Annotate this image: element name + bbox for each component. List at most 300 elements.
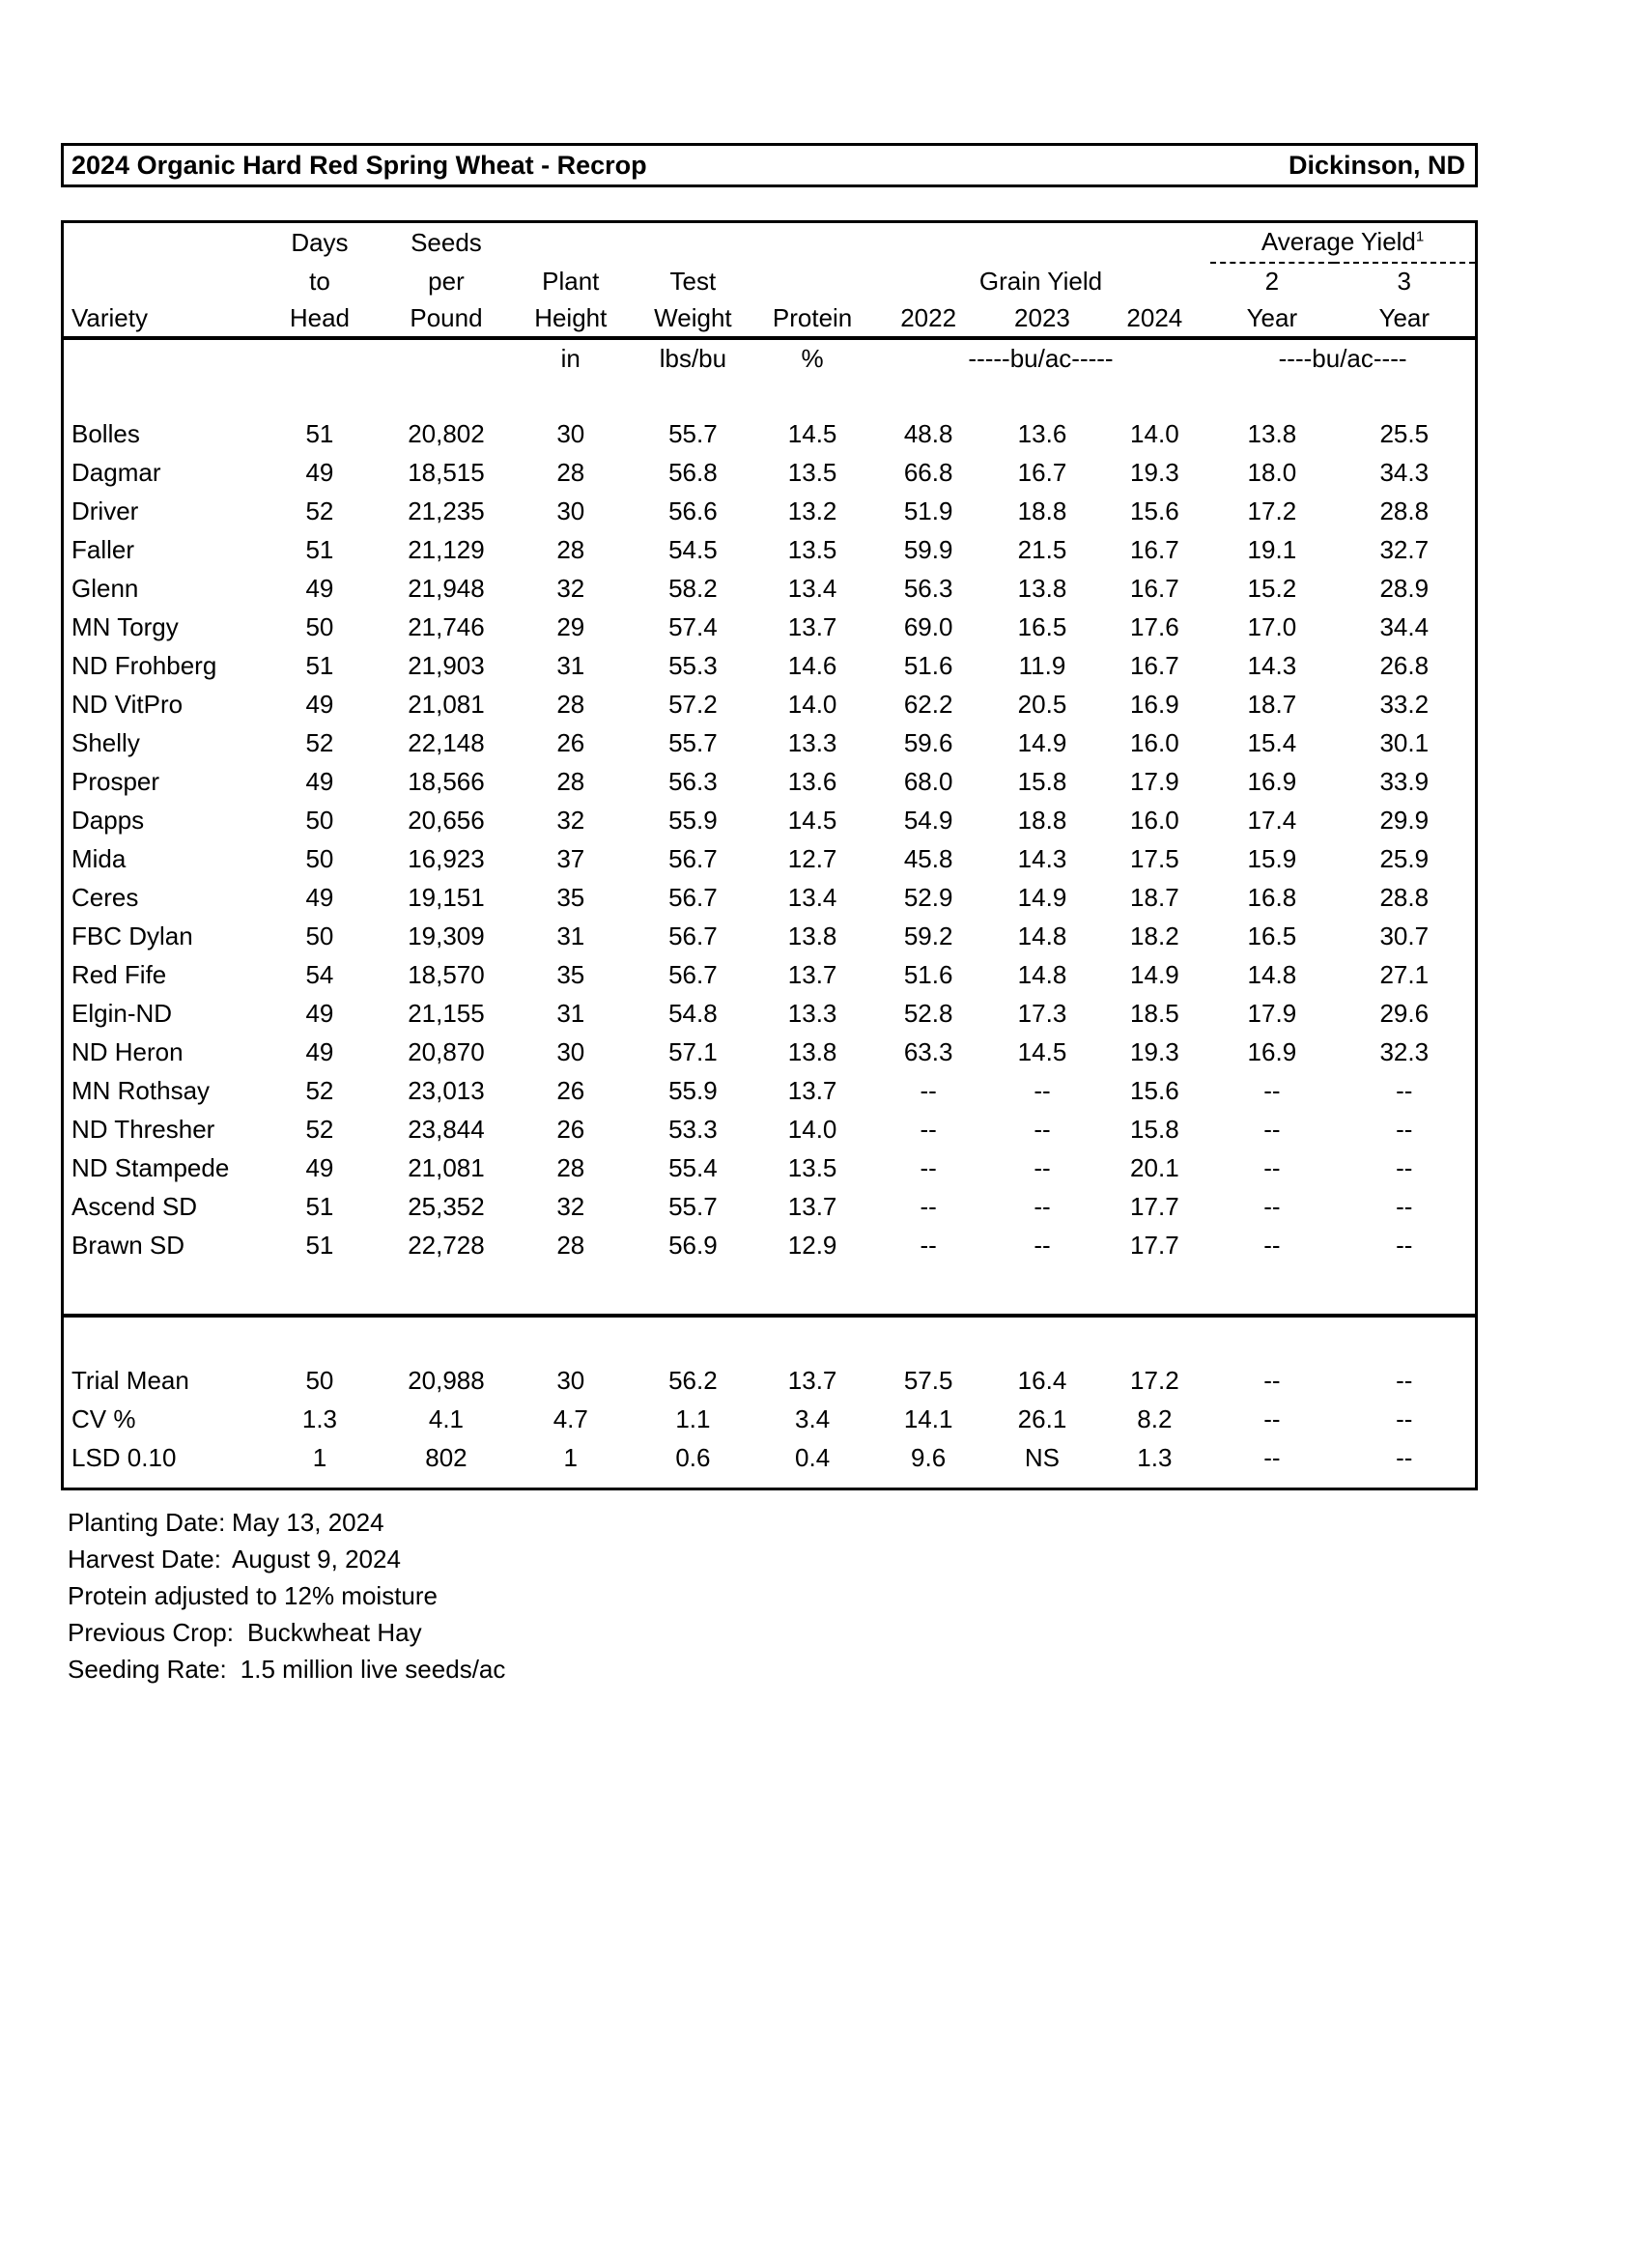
- value-cell: 45.8: [903, 844, 953, 873]
- variety-cell: Driver: [71, 496, 139, 525]
- value-cell: 28: [556, 690, 585, 719]
- value-cell: 51: [305, 1231, 334, 1260]
- value-cell: 18.8: [1017, 806, 1067, 835]
- variety-cell: Elgin-ND: [71, 999, 173, 1028]
- variety-cell: Prosper: [71, 767, 160, 796]
- table-row: [63, 995, 1477, 1034]
- value-cell: 56.7: [668, 960, 718, 989]
- value-cell: 15.6: [1130, 496, 1179, 525]
- value-cell: 13.5: [787, 1153, 837, 1182]
- value-cell: 14.3: [1017, 844, 1067, 873]
- table-row: [63, 415, 1477, 454]
- value-cell: 13.7: [787, 1076, 837, 1105]
- table-row: [63, 1111, 1477, 1149]
- value-cell: 14.5: [787, 806, 837, 835]
- footnote-marker: 1: [1415, 228, 1425, 245]
- value-cell: 49: [305, 1037, 334, 1066]
- value-cell: 49: [305, 767, 334, 796]
- variety-cell: ND Frohberg: [71, 651, 217, 680]
- average-yield-label: Average Yield: [1261, 227, 1416, 257]
- value-cell: 14.1: [903, 1404, 953, 1433]
- variety-cell: Ascend SD: [71, 1192, 198, 1221]
- unit-cell: lbs/bu: [659, 344, 727, 373]
- value-cell: 14.3: [1247, 651, 1297, 680]
- unit-cell: [256, 338, 383, 379]
- value-cell: 23,013: [408, 1076, 485, 1105]
- value-cell: 32: [556, 574, 585, 603]
- value-cell: 18.8: [1017, 496, 1067, 525]
- value-cell: 32.7: [1379, 535, 1430, 564]
- value-cell: 29.6: [1379, 999, 1430, 1028]
- value-cell: --: [1396, 1231, 1413, 1260]
- value-cell: 26: [556, 728, 585, 757]
- table-row: [63, 647, 1477, 686]
- value-cell: 49: [305, 690, 334, 719]
- value-cell: 17.7: [1130, 1192, 1179, 1221]
- value-cell: 1.3: [1137, 1443, 1173, 1472]
- value-cell: --: [920, 1076, 937, 1105]
- value-cell: 26: [556, 1076, 585, 1105]
- header-cell: 2: [1264, 267, 1280, 296]
- table-footer-pad: [63, 1478, 1477, 1489]
- variety-cell: Ceres: [71, 883, 139, 912]
- value-cell: 51.6: [903, 651, 953, 680]
- value-cell: --: [1263, 1076, 1281, 1105]
- value-cell: 21,903: [408, 651, 485, 680]
- value-cell: 13.8: [1017, 574, 1067, 603]
- value-cell: 17.3: [1017, 999, 1067, 1028]
- value-cell: 20.1: [1130, 1153, 1179, 1182]
- value-cell: 21,948: [408, 574, 485, 603]
- footnote-planting-date: [68, 1504, 1643, 1541]
- trial-results-table: [61, 220, 1478, 1490]
- value-cell: 26.8: [1379, 651, 1430, 680]
- value-cell: 0.4: [795, 1443, 831, 1472]
- footnote-label: Protein adjusted to 12% moisture: [68, 1581, 438, 1610]
- page: [0, 143, 1643, 2268]
- value-cell: 56.3: [668, 767, 718, 796]
- header-cell: Year: [1210, 300, 1333, 338]
- value-cell: 50: [305, 921, 334, 950]
- value-cell: 56.3: [903, 574, 953, 603]
- value-cell: 20,656: [408, 806, 485, 835]
- value-cell: --: [1396, 1192, 1413, 1221]
- value-cell: 56.7: [668, 883, 718, 912]
- value-cell: --: [1263, 1404, 1281, 1433]
- value-cell: 13.7: [787, 1192, 837, 1221]
- value-cell: 17.9: [1130, 767, 1179, 796]
- variety-cell: FBC Dylan: [71, 921, 193, 950]
- summary-row: [63, 1439, 1477, 1478]
- value-cell: --: [1034, 1115, 1051, 1144]
- value-cell: --: [920, 1192, 937, 1221]
- value-cell: 28.8: [1379, 496, 1430, 525]
- summary-row: [63, 1362, 1477, 1401]
- value-cell: 21,746: [408, 612, 485, 641]
- footnote-harvest-date: [68, 1541, 1643, 1577]
- footnote-label: Planting Date:: [68, 1508, 226, 1537]
- value-cell: 50: [305, 1366, 334, 1395]
- value-cell: 51.9: [903, 496, 953, 525]
- table-row: [63, 1149, 1477, 1188]
- value-cell: 15.4: [1247, 728, 1297, 757]
- variety-cell: ND VitPro: [71, 690, 184, 719]
- value-cell: 49: [305, 458, 334, 487]
- header-cell: [63, 222, 257, 263]
- value-cell: 26: [556, 1115, 585, 1144]
- value-cell: 33.2: [1379, 690, 1430, 719]
- value-cell: 56.6: [668, 496, 718, 525]
- variety-cell: Dapps: [71, 806, 145, 835]
- value-cell: 20,870: [408, 1037, 485, 1066]
- value-cell: 52: [305, 1076, 334, 1105]
- value-cell: 56.7: [668, 844, 718, 873]
- value-cell: 802: [425, 1443, 467, 1472]
- value-cell: 13.8: [787, 1037, 837, 1066]
- value-cell: 19,151: [408, 883, 485, 912]
- value-cell: 51: [305, 419, 334, 448]
- value-cell: 32: [556, 806, 585, 835]
- value-cell: --: [1396, 1076, 1413, 1105]
- value-cell: 1: [312, 1443, 327, 1472]
- value-cell: 54.5: [668, 535, 718, 564]
- value-cell: --: [1034, 1192, 1051, 1221]
- value-cell: --: [1263, 1192, 1281, 1221]
- value-cell: 8.2: [1137, 1404, 1173, 1433]
- variety-cell: Bolles: [71, 419, 140, 448]
- value-cell: 21,235: [408, 496, 485, 525]
- header-cell: [509, 222, 632, 263]
- header-cell: to: [309, 266, 330, 296]
- value-cell: 14.8: [1017, 921, 1067, 950]
- value-cell: 34.3: [1379, 458, 1430, 487]
- value-cell: 18.7: [1247, 690, 1297, 719]
- value-cell: 13.8: [1247, 419, 1297, 448]
- value-cell: 59.2: [903, 921, 953, 950]
- table-summary-body: [63, 1362, 1477, 1478]
- value-cell: 29: [556, 612, 585, 641]
- value-cell: 56.7: [668, 921, 718, 950]
- value-cell: 18.2: [1130, 921, 1179, 950]
- value-cell: 30: [556, 419, 585, 448]
- value-cell: 18.0: [1247, 458, 1297, 487]
- value-cell: --: [1034, 1231, 1051, 1260]
- table-row: [63, 802, 1477, 840]
- value-cell: NS: [1024, 1443, 1061, 1472]
- value-cell: 15.9: [1247, 844, 1297, 873]
- value-cell: 16.9: [1247, 1037, 1297, 1066]
- variety-cell: Faller: [71, 535, 135, 564]
- value-cell: 14.0: [1130, 419, 1179, 448]
- value-cell: --: [1263, 1366, 1281, 1395]
- value-cell: 28.8: [1379, 883, 1430, 912]
- value-cell: 30.1: [1379, 728, 1430, 757]
- footnote-value: 1.5 million live seeds/ac: [240, 1655, 506, 1684]
- table-row: [63, 531, 1477, 570]
- value-cell: 30: [556, 1366, 585, 1395]
- value-cell: 17.4: [1247, 806, 1297, 835]
- footnote-value: May 13, 2024: [232, 1508, 384, 1537]
- header-cell: [753, 263, 871, 300]
- value-cell: 28: [556, 1231, 585, 1260]
- value-cell: 12.9: [787, 1231, 837, 1260]
- value-cell: 58.2: [668, 574, 718, 603]
- footnotes: [68, 1504, 1643, 1687]
- value-cell: 13.5: [787, 535, 837, 564]
- value-cell: 32: [556, 1192, 585, 1221]
- value-cell: 49: [305, 1153, 334, 1182]
- footnote-seeding-rate: [68, 1651, 1643, 1687]
- value-cell: 55.3: [668, 651, 718, 680]
- value-cell: 32.3: [1379, 1037, 1430, 1066]
- variety-cell: MN Rothsay: [71, 1076, 211, 1105]
- value-cell: 62.2: [903, 690, 953, 719]
- value-cell: --: [1263, 1115, 1281, 1144]
- value-cell: 31: [556, 921, 585, 950]
- value-cell: 16.8: [1247, 883, 1297, 912]
- value-cell: 25.5: [1379, 419, 1430, 448]
- value-cell: 30.7: [1379, 921, 1430, 950]
- value-cell: 16.4: [1017, 1366, 1067, 1395]
- value-cell: 14.5: [1017, 1037, 1067, 1066]
- value-cell: 21,155: [408, 999, 485, 1028]
- table-row: [63, 1227, 1477, 1265]
- header-cell: Seeds: [411, 227, 482, 257]
- value-cell: --: [1396, 1404, 1413, 1433]
- header-cell: Test: [669, 266, 717, 296]
- value-cell: 69.0: [903, 612, 953, 641]
- value-cell: 14.9: [1017, 728, 1067, 757]
- value-cell: 50: [305, 806, 334, 835]
- value-cell: 16.7: [1130, 535, 1179, 564]
- table-row: [63, 1188, 1477, 1227]
- value-cell: 13.6: [1017, 419, 1067, 448]
- variety-cell: Mida: [71, 844, 127, 873]
- summary-row: [63, 1401, 1477, 1439]
- header-cell: per: [428, 266, 465, 296]
- table-row: [63, 493, 1477, 531]
- value-cell: 50: [305, 612, 334, 641]
- table-row: [63, 724, 1477, 763]
- unit-cell: [63, 338, 257, 379]
- value-cell: 16,923: [408, 844, 485, 873]
- value-cell: 3.4: [795, 1404, 831, 1433]
- footnote-value: August 9, 2024: [232, 1545, 401, 1573]
- value-cell: 26.1: [1017, 1404, 1067, 1433]
- value-cell: --: [1396, 1443, 1413, 1472]
- value-cell: 18.7: [1130, 883, 1179, 912]
- header-cell: Height: [509, 300, 632, 338]
- value-cell: 57.1: [668, 1037, 718, 1066]
- value-cell: 54.8: [668, 999, 718, 1028]
- value-cell: 14.9: [1130, 960, 1179, 989]
- value-cell: 57.5: [903, 1366, 953, 1395]
- value-cell: 17.2: [1247, 496, 1297, 525]
- value-cell: 49: [305, 999, 334, 1028]
- value-cell: 23,844: [408, 1115, 485, 1144]
- header-cell: [871, 222, 1210, 263]
- value-cell: 9.6: [911, 1443, 947, 1472]
- title-bar: [61, 143, 1478, 187]
- value-cell: 37: [556, 844, 585, 873]
- unit-cell: in: [560, 344, 581, 373]
- header-cell: Days: [291, 227, 349, 257]
- variety-cell: Dagmar: [71, 458, 161, 487]
- table-row: [63, 1034, 1477, 1072]
- header-cell: Protein: [753, 300, 871, 338]
- value-cell: 25,352: [408, 1192, 485, 1221]
- table-header: [63, 222, 1477, 415]
- value-cell: 31: [556, 651, 585, 680]
- header-cell: [63, 263, 257, 300]
- value-cell: --: [920, 1115, 937, 1144]
- value-cell: 34.4: [1379, 612, 1430, 641]
- value-cell: 56.2: [668, 1366, 718, 1395]
- value-cell: 52: [305, 728, 334, 757]
- value-cell: 13.7: [787, 960, 837, 989]
- value-cell: 16.7: [1130, 651, 1179, 680]
- value-cell: 4.7: [552, 1404, 588, 1433]
- value-cell: 55.7: [668, 419, 718, 448]
- value-cell: 16.0: [1130, 728, 1179, 757]
- table-row: [63, 1072, 1477, 1111]
- variety-cell: Brawn SD: [71, 1231, 185, 1260]
- value-cell: 53.3: [668, 1115, 718, 1144]
- value-cell: 30: [556, 496, 585, 525]
- value-cell: 35: [556, 883, 585, 912]
- value-cell: 15.8: [1017, 767, 1067, 796]
- value-cell: --: [1263, 1153, 1281, 1182]
- table-row: [63, 840, 1477, 879]
- variety-cell: ND Heron: [71, 1037, 184, 1066]
- value-cell: 17.6: [1130, 612, 1179, 641]
- value-cell: 57.4: [668, 612, 718, 641]
- value-cell: 21,081: [408, 690, 485, 719]
- value-cell: 21,129: [408, 535, 485, 564]
- value-cell: 17.5: [1130, 844, 1179, 873]
- value-cell: 28: [556, 535, 585, 564]
- table-body: [63, 415, 1477, 1265]
- value-cell: 55.4: [668, 1153, 718, 1182]
- value-cell: 14.9: [1017, 883, 1067, 912]
- value-cell: 16.5: [1247, 921, 1297, 950]
- value-cell: 49: [305, 883, 334, 912]
- table-row: [63, 454, 1477, 493]
- value-cell: --: [1263, 1231, 1281, 1260]
- value-cell: 1.1: [675, 1404, 711, 1433]
- header-cell: [632, 222, 753, 263]
- value-cell: 54: [305, 960, 334, 989]
- grain-yield-group-header: Grain Yield: [978, 266, 1103, 296]
- value-cell: --: [1396, 1153, 1413, 1182]
- value-cell: --: [1034, 1076, 1051, 1105]
- header-row-1: [63, 222, 1477, 263]
- value-cell: 16.5: [1017, 612, 1067, 641]
- variety-cell: Trial Mean: [71, 1366, 189, 1395]
- value-cell: 17.2: [1130, 1366, 1179, 1395]
- location-label: Dickinson, ND: [1288, 150, 1465, 180]
- value-cell: 66.8: [903, 458, 953, 487]
- value-cell: 16.7: [1130, 574, 1179, 603]
- value-cell: 17.7: [1130, 1231, 1179, 1260]
- header-cell: 2022: [871, 300, 986, 338]
- spacer-row: [63, 379, 1477, 415]
- value-cell: 56.9: [668, 1231, 718, 1260]
- footnote-label: Previous Crop:: [68, 1618, 234, 1647]
- unit-cell: [383, 338, 509, 379]
- variety-cell: Glenn: [71, 574, 139, 603]
- section-separator: [63, 1265, 1477, 1316]
- unit-cell-grain-yield: -----bu/ac-----: [968, 344, 1114, 373]
- value-cell: 20,802: [408, 419, 485, 448]
- value-cell: 51: [305, 1192, 334, 1221]
- footnote-protein-adjustment: [68, 1577, 1643, 1614]
- value-cell: 30: [556, 1037, 585, 1066]
- variety-cell: Shelly: [71, 728, 140, 757]
- variety-cell: ND Thresher: [71, 1115, 215, 1144]
- value-cell: --: [1396, 1115, 1413, 1144]
- value-cell: 51: [305, 535, 334, 564]
- footnote-value: Buckwheat Hay: [246, 1618, 422, 1647]
- value-cell: 14.0: [787, 1115, 837, 1144]
- value-cell: 55.9: [668, 806, 718, 835]
- value-cell: 16.9: [1130, 690, 1179, 719]
- value-cell: 18,570: [408, 960, 485, 989]
- value-cell: --: [920, 1153, 937, 1182]
- units-row: [63, 338, 1477, 379]
- value-cell: 28: [556, 458, 585, 487]
- header-row-3: [63, 300, 1477, 338]
- value-cell: 52: [305, 1115, 334, 1144]
- value-cell: 13.7: [787, 612, 837, 641]
- value-cell: 49: [305, 574, 334, 603]
- value-cell: 52.9: [903, 883, 953, 912]
- value-cell: 28: [556, 767, 585, 796]
- table-row: [63, 879, 1477, 918]
- value-cell: 13.3: [787, 999, 837, 1028]
- value-cell: 20,988: [408, 1366, 485, 1395]
- value-cell: 56.8: [668, 458, 718, 487]
- value-cell: 19.1: [1247, 535, 1297, 564]
- header-cell: 2024: [1099, 300, 1211, 338]
- footnote-label: Seeding Rate:: [68, 1655, 227, 1684]
- table-row: [63, 686, 1477, 724]
- value-cell: --: [1396, 1366, 1413, 1395]
- header-cell: 3: [1397, 267, 1411, 296]
- value-cell: 51.6: [903, 960, 953, 989]
- value-cell: 15.6: [1130, 1076, 1179, 1105]
- value-cell: 50: [305, 844, 334, 873]
- value-cell: 28.9: [1379, 574, 1430, 603]
- value-cell: --: [1034, 1153, 1051, 1182]
- value-cell: 21.5: [1017, 535, 1067, 564]
- value-cell: 1: [563, 1443, 578, 1472]
- value-cell: 57.2: [668, 690, 718, 719]
- value-cell: 35: [556, 960, 585, 989]
- table-row: [63, 570, 1477, 609]
- table-row: [63, 918, 1477, 956]
- value-cell: 13.8: [787, 921, 837, 950]
- value-cell: 16.7: [1017, 458, 1067, 487]
- value-cell: 63.3: [903, 1037, 953, 1066]
- value-cell: 13.2: [787, 496, 837, 525]
- table-row: [63, 956, 1477, 995]
- value-cell: 25.9: [1379, 844, 1430, 873]
- value-cell: 19.3: [1130, 458, 1179, 487]
- value-cell: 22,728: [408, 1231, 485, 1260]
- value-cell: 13.3: [787, 728, 837, 757]
- value-cell: 0.6: [675, 1443, 711, 1472]
